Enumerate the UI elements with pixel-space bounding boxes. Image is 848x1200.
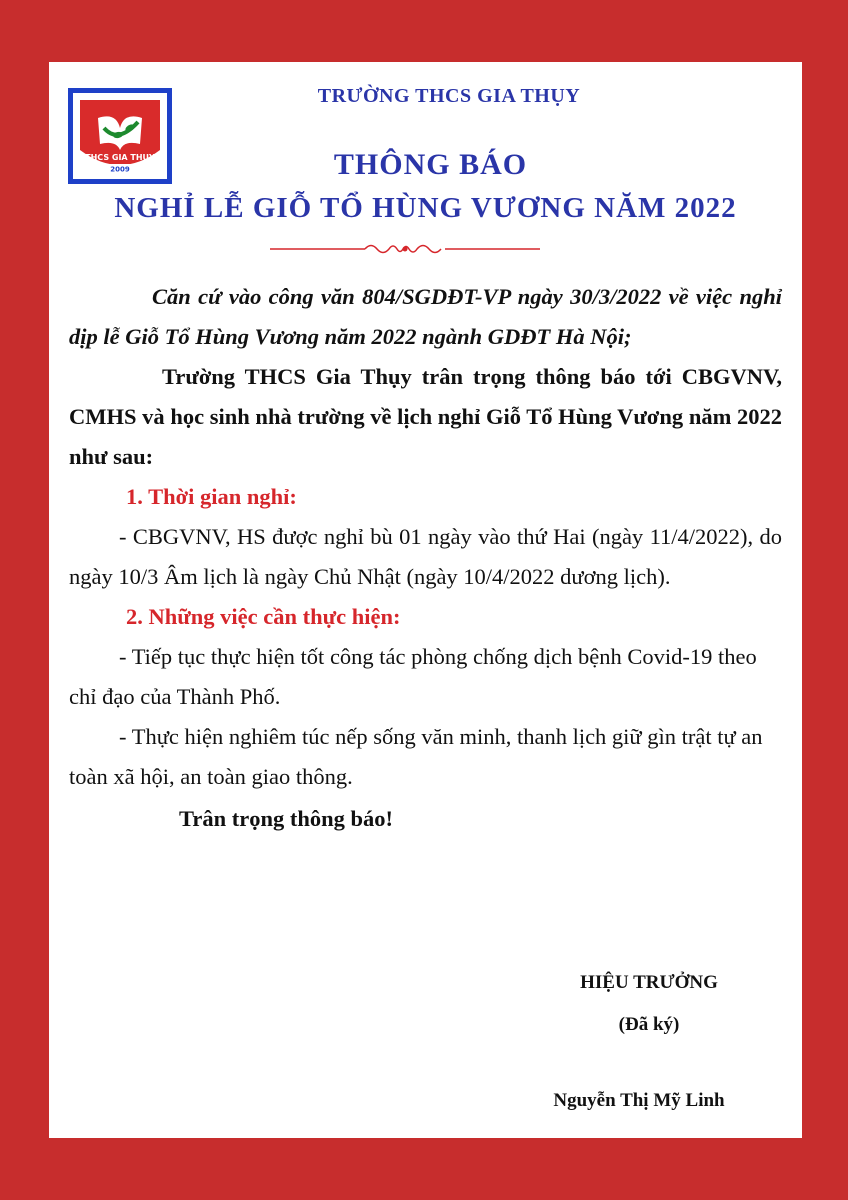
signature-status: (Đã ký) — [618, 1014, 680, 1035]
legal-basis: Căn cứ vào công văn 804/SGDĐT-VP ngày 30/3/2022 về việc nghỉ dịp lễ Giỗ Tổ Hùng Vương năm 2022 ngành GDĐT Hà Nội; — [69, 284, 782, 349]
ornament-divider — [270, 242, 540, 256]
section-1-heading: 1. Thời gian nghỉ: — [126, 484, 297, 509]
closing-line: Trân trọng thông báo! — [179, 806, 393, 831]
section-2-item: - Tiếp tục thực hiện tốt công tác phòng chống dịch bệnh Covid-19 theo chỉ đạo của Thành Phố. — [69, 644, 757, 709]
notice-body — [69, 277, 782, 839]
notice-title: THÔNG BÁO — [333, 148, 528, 181]
section-1-item: - CBGVNV, HS được nghỉ bù 01 ngày vào thứ Hai (ngày 11/4/2022), do ngày 10/3 Âm lịch là ngày Chủ Nhật (ngày 10/4/2022 dương lịch). — [69, 524, 782, 589]
section-2-heading: 2. Những việc cần thực hiện: — [126, 604, 401, 629]
signature-title: HIỆU TRƯỞNG — [580, 972, 718, 993]
section-2-item: - Thực hiện nghiêm túc nếp sống văn minh, thanh lịch giữ gìn trật tự an toàn xã hội, an toàn giao thông. — [69, 724, 763, 789]
logo-year: 2009 — [110, 165, 130, 174]
notice-subtitle: NGHỈ LỄ GIỖ TỔ HÙNG VƯƠNG NĂM 2022 — [114, 192, 737, 224]
notice-page — [49, 62, 802, 1138]
signature-name: Nguyễn Thị Mỹ Linh — [553, 1090, 725, 1111]
intro-paragraph: Trường THCS Gia Thụy trân trọng thông báo tới CBGVNV, CMHS và học sinh nhà trường về lịch nghỉ Giỗ Tổ Hùng Vương năm 2022 như sau: — [69, 364, 782, 469]
school-name: TRƯỜNG THCS GIA THỤY — [317, 85, 581, 107]
logo-text: THCS GIA THỤY — [85, 153, 155, 162]
